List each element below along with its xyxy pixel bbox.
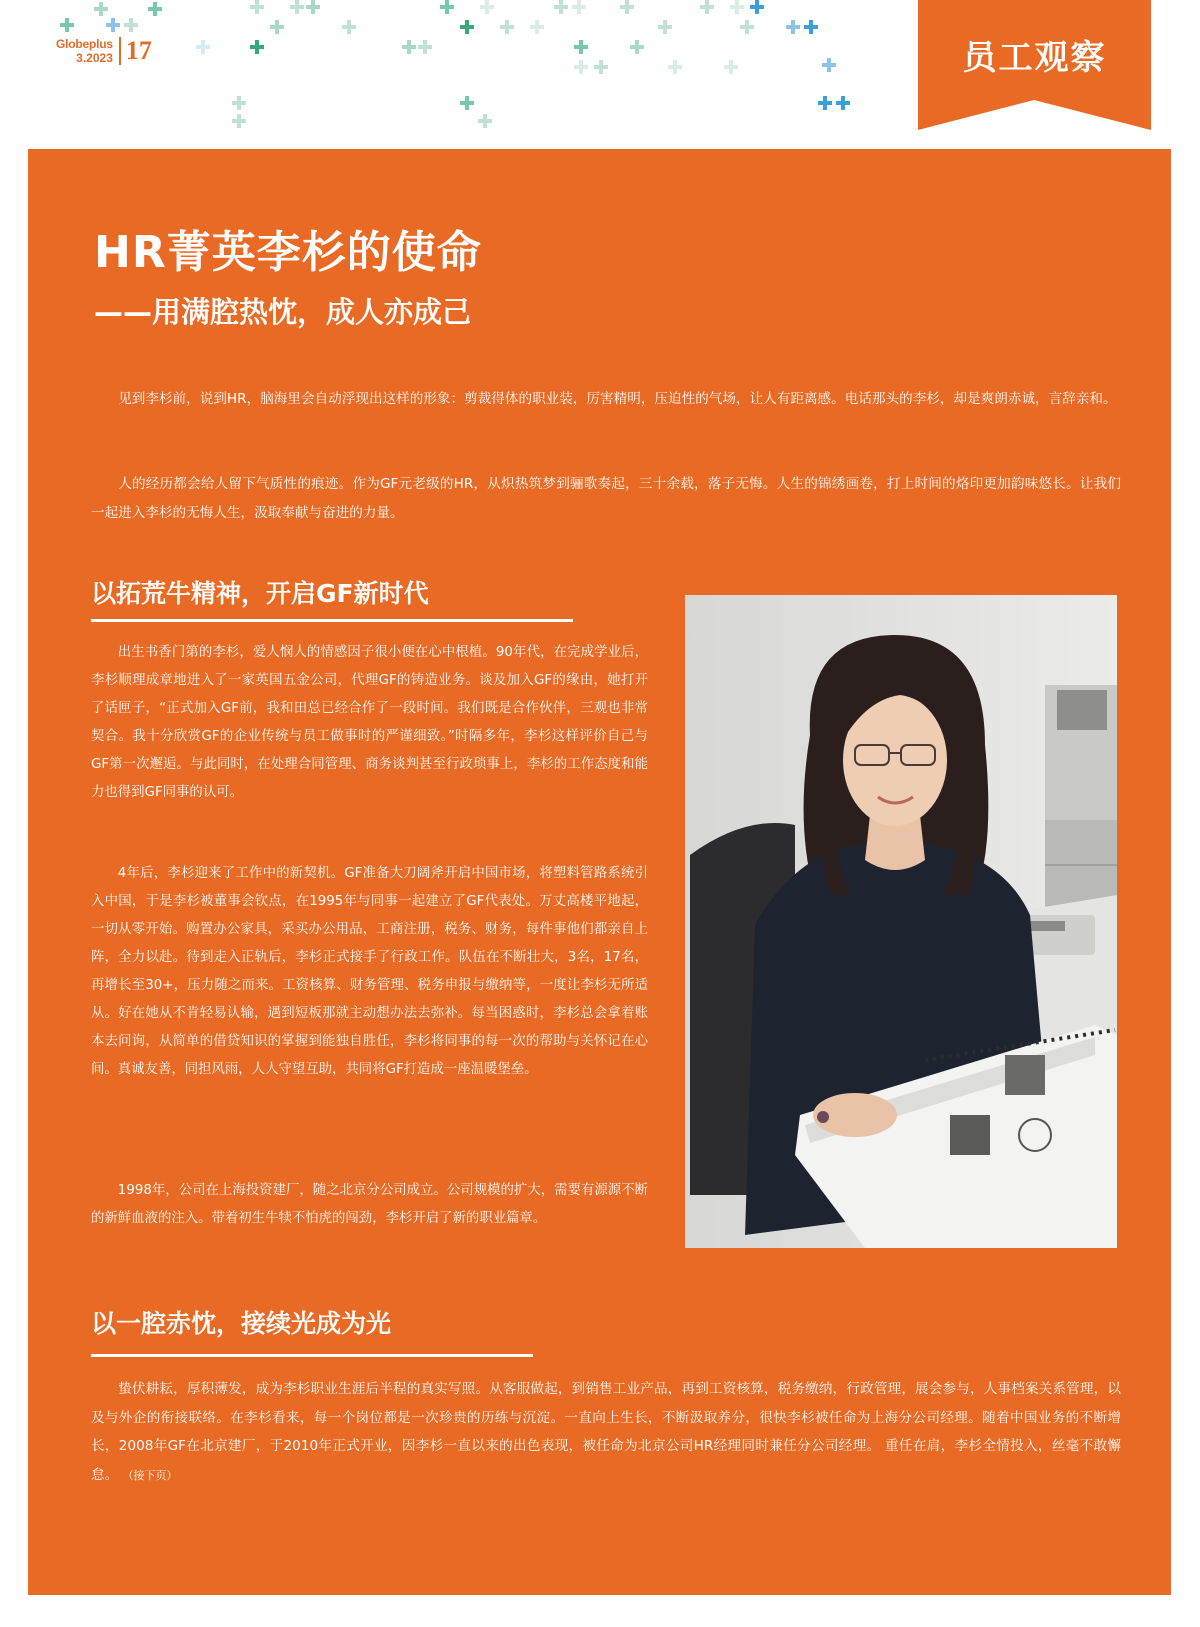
plus-icon: [574, 60, 588, 74]
section-tag: [918, 0, 1151, 130]
plus-icon: [306, 0, 320, 14]
section-heading: 以拓荒牛精神，开启GF新时代: [91, 579, 429, 608]
plus-icon: [750, 0, 764, 14]
plus-icon: [822, 58, 836, 72]
brand-block: [56, 37, 121, 65]
plus-icon: [500, 20, 514, 34]
continued-note: （接下页）: [122, 1468, 178, 1482]
plus-icon: [460, 20, 474, 34]
plus-icon: [440, 0, 454, 14]
article-title: HR菁英李杉的使命: [94, 227, 482, 278]
plus-icon: [700, 0, 714, 14]
plus-icon: [124, 18, 138, 32]
plus-icon: [554, 0, 568, 14]
plus-icon: [94, 2, 108, 16]
plus-icon: [804, 20, 818, 34]
plus-icon: [724, 60, 738, 74]
plus-icon: [460, 96, 474, 110]
plus-icon: [342, 20, 356, 34]
plus-icon: [250, 40, 264, 54]
portrait-illustration: [685, 595, 1117, 1248]
plus-icon: [402, 40, 416, 54]
plus-icon: [60, 18, 74, 32]
body-paragraph: 出生书香门第的李杉，爱人悯人的情感因子很小便在心中根植。90年代，在完成学业后，李杉顺理成章地进入了一家英国五金公司，代理GF的铸造业务。谈及加入GF的缘由，她打开了话匣子，“正式加入GF前，我和田总已经合作了一段时间。我们既是合作伙伴，三观也非常契合。我十分欣赏GF的企业传统与员工做事时的严谨细致。”时隔多年，李杉这样评价自己与GF第一次邂逅。与此同时，在处理合同管理、商务谈判甚至行政琐事上，李杉的工作态度和能力也得到GF同事的认可。: [91, 645, 648, 800]
page-number: 17: [125, 36, 152, 65]
body-paragraph: [91, 1375, 1121, 1490]
plus-icon: [574, 40, 588, 54]
heading-underline: [91, 1354, 533, 1357]
plus-icon: [148, 2, 162, 16]
plus-icon: [786, 20, 800, 34]
plus-icon: [232, 114, 246, 128]
plus-icon: [730, 0, 744, 14]
body-paragraph: 4年后，李杉迎来了工作中的新契机。GF准备大刀阔斧开启中国市场，将塑料管路系统引入中国，于是李杉被董事会钦点，在1995年与同事一起建立了GF代表处。万丈高楼平地起，一切从零开始。购置办公家具，采买办公用品，工商注册，税务、财务，每件事他们都亲自上阵，全力以赴。待到走入正轨后，李杉正式接手了行政工作。队伍在不断壮大，3名，17名，再增长至30+，压力随之而来。工资核算、财务管理、税务申报与缴纳等，一度让李杉无所适从。好在她从不肯轻易认输，遇到短板那就主动想办法去弥补。每当困惑时，李杉总会拿着账本去问询，从简单的借贷知识的掌握到能独自胜任，李杉将同事的每一次的帮助与关怀记在心间。真诚友善，同担风雨，人人守望互助，共同将GF打造成一座温暖堡垒。: [91, 866, 648, 1077]
plus-icon: [232, 96, 246, 110]
article-subtitle: ——用满腔热忱，成人亦成己: [94, 295, 472, 329]
plus-icon: [250, 0, 264, 14]
plus-icon: [740, 20, 754, 34]
intro-paragraph: 见到李杉前，说到HR，脑海里会自动浮现出这样的形象：剪裁得体的职业装，厉害精明，压迫性的气场，让人有距离感。电话那头的李杉，却是爽朗赤诚，言辞亲和。: [118, 391, 1117, 407]
section-heading: 以一腔赤忱，接续光成为光: [91, 1309, 392, 1338]
body-paragraph: 1998年，公司在上海投资建厂，随之北京分公司成立。公司规模的扩大，需要有源源不断的新鲜血液的注入。带着初生牛犊不怕虎的闯劲，李杉开启了新的职业篇章。: [91, 1183, 648, 1226]
plus-icon: [418, 40, 432, 54]
plus-icon: [668, 60, 682, 74]
plus-icon: [270, 20, 284, 34]
heading-underline: [91, 619, 573, 622]
plus-icon: [572, 0, 586, 14]
intro-paragraph: 人的经历都会给人留下气质性的痕迹。作为GF元老级的HR，从炽热筑梦到骊歌奏起，三十余载，落子无悔。人生的锦绣画卷，打上时间的烙印更加韵味悠长。让我们一起进入李杉的无悔人生，汲取奉献与奋进的力量。: [91, 476, 1121, 521]
plus-icon: [530, 20, 544, 34]
plus-icon: [818, 96, 832, 110]
brand-name: Globeplus: [56, 37, 113, 51]
masthead: [56, 36, 152, 66]
plus-icon: [658, 20, 672, 34]
plus-icon: [620, 0, 634, 14]
plus-icon: [478, 114, 492, 128]
plus-icon: [836, 96, 850, 110]
issue-date: 3.2023: [76, 51, 113, 65]
section-tag-label: 员工观察: [962, 38, 1107, 78]
plus-icon: [106, 18, 120, 32]
plus-icon: [630, 40, 644, 54]
plus-icon: [480, 0, 494, 14]
plus-icon: [290, 0, 304, 14]
portrait-photo: [685, 595, 1117, 1248]
body-text: 蛰伏耕耘，厚积薄发，成为李杉职业生涯后半程的真实写照。从客服做起，到销售工业产品，再到工资核算，税务缴纳，行政管理，展会参与，人事档案关系管理，以及与外企的衔接联络。在李杉看来，每一个岗位都是一次珍贵的历练与沉淀。一直向上生长，不断汲取养分，很快李杉被任命为上海分公司经理。随着中国业务的不断增长，2008年GF在北京建厂，于2010年正式开业，因李杉一直以来的出色表现，被任命为北京公司HR经理同时兼任分公司经理。 重任在肩，李杉全情投入，丝毫不敢懈怠。: [91, 1381, 1121, 1483]
plus-icon: [594, 60, 608, 74]
plus-icon: [196, 40, 210, 54]
